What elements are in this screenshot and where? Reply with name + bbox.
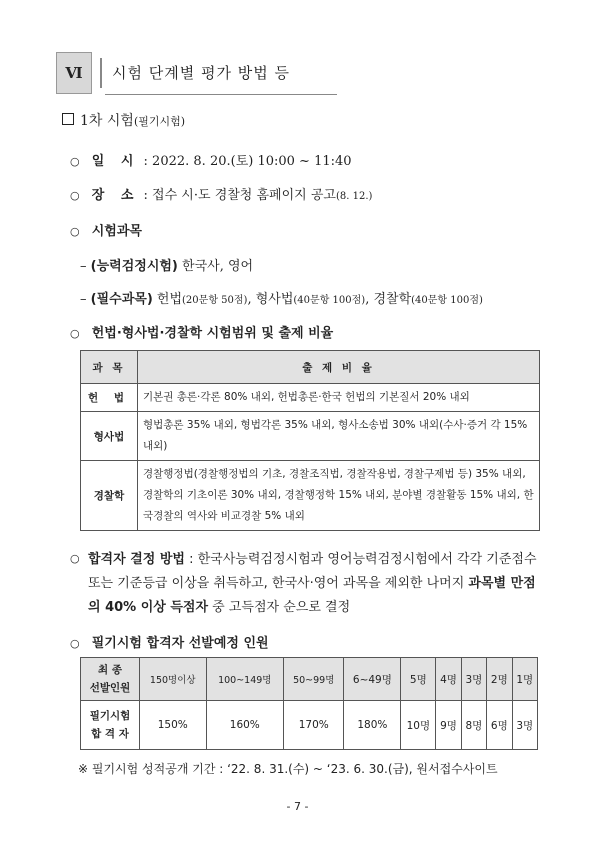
note-text: ※ 필기시험 성적공개 기간 : ‘22. 8. 31.(수) ~ ‘23. 6. 30.(금), 원서접수사이트 — [78, 762, 498, 776]
table-header-row — [81, 351, 540, 384]
row1-label-b: 선발인원 — [89, 682, 131, 694]
date-value: : 2022. 8. 20.(토) 10:00 ~ 11:40 — [143, 154, 352, 169]
sub2-a: 헌법 — [156, 292, 183, 307]
quota-table — [80, 657, 538, 750]
row-subject: 경찰학 — [81, 461, 138, 531]
subjects-sub2 — [80, 288, 483, 307]
table-row — [81, 384, 540, 412]
place-value: : 접수 시·도 경찰청 홈페이지 공고 — [143, 188, 336, 203]
table-row — [81, 701, 538, 750]
value-cell: 180% — [344, 701, 401, 750]
row2-label — [81, 701, 140, 750]
section-number: Ⅵ — [56, 52, 92, 94]
row-subject: 형사법 — [81, 412, 138, 461]
subjects-sub1 — [80, 255, 253, 274]
sub2-c-note: (40문항 100점) — [411, 295, 483, 306]
sub2-label: (필수과목) — [90, 292, 153, 307]
section-divider — [100, 58, 102, 88]
pass-method — [88, 548, 548, 620]
sub1-label: (능력검정시험) — [90, 259, 178, 274]
value-cell: 8명 — [461, 701, 486, 750]
row-subject: 헌 법 — [81, 384, 138, 412]
section-title: 시험 단계별 평가 방법 등 — [112, 64, 290, 82]
date-row — [70, 150, 352, 169]
circle-bullet-icon: ○ — [70, 327, 80, 340]
header-cell: 50~99명 — [284, 658, 344, 701]
exam1-subtitle: (필기시험) — [133, 115, 186, 128]
circle-bullet-icon: ○ — [70, 637, 80, 650]
value-cell: 170% — [284, 701, 344, 750]
quota-heading-row — [70, 632, 269, 651]
circle-bullet-icon: ○ — [70, 225, 80, 238]
header-cell: 3명 — [461, 658, 486, 701]
row-desc: 형법총론 35% 내외, 형법각론 35% 내외, 형사소송법 30% 내외(수사·증거 각 15% 내외) — [138, 412, 540, 461]
row1-label-a: 최 종 — [98, 664, 122, 676]
header-cell: 4명 — [436, 658, 461, 701]
row-desc: 기본권 총론·각론 80% 내외, 헌법총론·한국 헌법의 기본질서 20% 내외 — [138, 384, 540, 412]
place-row — [70, 184, 372, 203]
section-underline — [105, 94, 337, 95]
header-cell: 2명 — [487, 658, 512, 701]
table-row — [81, 412, 540, 461]
value-cell: 10명 — [401, 701, 436, 750]
exam1-heading — [80, 110, 185, 130]
subjects-row — [70, 220, 142, 239]
value-cell: 160% — [206, 701, 284, 750]
quota-heading: 필기시험 합격자 선발예정 인원 — [91, 636, 269, 651]
circle-bullet-icon: ○ — [70, 155, 80, 168]
header-cell: 100~149명 — [206, 658, 284, 701]
subjects-label: 시험과목 — [91, 224, 142, 239]
dash-bullet: – — [80, 292, 87, 307]
sub2-b: , 형사법 — [247, 292, 294, 307]
sub2-b-note: (40문항 100점) — [293, 295, 366, 306]
dash-bullet: – — [80, 259, 87, 274]
header-cell: 150명이상 — [140, 658, 207, 701]
header-cell: 6~49명 — [344, 658, 401, 701]
page-number: - 7 - — [286, 800, 309, 813]
value-cell: 3명 — [512, 701, 537, 750]
sub2-a-note: (20문항 50점) — [182, 295, 248, 306]
place-label: 장 소 — [91, 188, 140, 203]
row1-label — [81, 658, 140, 701]
pass-bold: 과목별 만점의 40% 이상 득점자 — [88, 576, 536, 615]
exam1-title: 1차 시험 — [80, 113, 134, 129]
table-header-row — [81, 658, 538, 701]
pass-text1: : 한국사능력검정시험과 영어능력검정시험에서 각각 기준점수 또는 기준등급 이상을 취득하고, 한국사·영어 과목을 제외한 나머지 — [88, 552, 537, 591]
place-date: (8. 12.) — [335, 191, 373, 202]
header-cell: 1명 — [512, 658, 537, 701]
row-desc: 경찰행정법(경찰행정법의 기초, 경찰조직법, 경찰작용법, 경찰구제법 등) 35% 내외, 경찰학의 기초이론 30% 내외, 경찰행정학 15% 내외, 분야별 경찰활동 15% 내외, 한국경찰의 역사와 비교경찰 5% 내외 — [138, 461, 540, 531]
sub2-c: , 경찰학 — [365, 292, 412, 307]
circle-bullet-icon: ○ — [70, 189, 80, 202]
table-row — [81, 461, 540, 531]
value-cell: 6명 — [487, 701, 512, 750]
date-label: 일 시 — [91, 154, 140, 169]
pass-heading: 합격자 결정 방법 — [88, 552, 185, 567]
scope-table — [80, 350, 540, 531]
circle-bullet-icon: ○ — [70, 552, 80, 565]
header-cell: 5명 — [401, 658, 436, 701]
sub1-value: 한국사, 영어 — [182, 259, 254, 274]
value-cell: 150% — [140, 701, 207, 750]
scope-heading: 헌법·형사법·경찰학 시험범위 및 출제 비율 — [91, 326, 334, 341]
header-ratio: 출 제 비 율 — [138, 351, 540, 384]
row2-label-a: 필기시험 — [89, 710, 131, 722]
pass-text2: 중 고득점자 순으로 결정 — [208, 600, 351, 615]
scope-heading-row — [70, 322, 333, 341]
header-subject: 과 목 — [81, 351, 138, 384]
row2-label-b: 합 격 자 — [91, 728, 129, 740]
square-bullet-icon — [62, 113, 74, 125]
value-cell: 9명 — [436, 701, 461, 750]
